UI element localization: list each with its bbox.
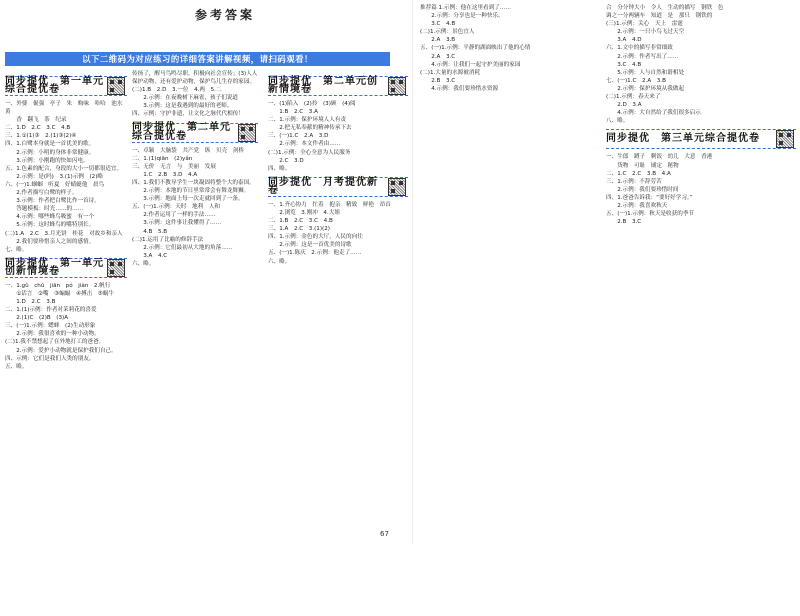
answer-line: 3.C 4.B	[606, 61, 642, 68]
answer-line: 推荐篇 1.示例：他在这里看到了……	[420, 5, 512, 11]
answer-line: 2.示例：一只小鸟飞过天空	[606, 29, 685, 36]
answer-line: 2.示例：保护环境从我做起	[606, 85, 685, 92]
answer-line: 2.示例：作者写出了……	[606, 53, 679, 60]
answer-line: (二)1.我不禁想起了在外地打工的爸爸。	[5, 339, 105, 346]
answer-line: 一、(1)陷入 (2)拎 (3)顾 (4)阅	[268, 101, 356, 107]
answer-line: 3.示例：作者把白鹭比作一首诗。	[5, 198, 100, 205]
answer-line: 货物 可耻 铺定 秘物	[606, 162, 679, 169]
answer-line: 一、外婆 倔强 亭子 朱 购味 哈哈 池水 黄	[5, 101, 129, 116]
answer-line: 2.(1)C (2)B (3)A	[5, 315, 69, 322]
column-3	[420, 4, 600, 548]
section-header	[606, 129, 796, 149]
answer-line: 四、示例：守护非遗，让文化之脉代代相传！	[132, 111, 244, 118]
answer-line: (二)1.A 2.C 3.月光饼 桂花 对故乡和亲人	[5, 230, 123, 237]
answer-line: 六、1.文中的描写非常细致	[606, 45, 673, 52]
section-header	[268, 177, 408, 197]
answer-list	[606, 153, 796, 226]
qr-code-block[interactable]	[388, 77, 406, 95]
answer-line: 4.示例：我们要珍惜水资源	[420, 85, 499, 92]
qr-code-icon[interactable]	[388, 77, 406, 95]
answer-line: 七、(一)1.C 2.A 3.B	[606, 77, 666, 84]
page-number-text: 67	[380, 530, 389, 538]
qr-code-block[interactable]	[238, 124, 256, 142]
answer-line: 4.B 5.B	[132, 228, 168, 235]
answer-list	[132, 70, 258, 119]
answer-line: 六、略。	[268, 258, 291, 265]
answer-line: 五、1.色素的配合，身段的大小一切都很适宜。	[5, 165, 123, 172]
answer-line: 四、略。	[268, 165, 291, 172]
answer-line: 一、牛郎 蹲子 剩饭 幼儿 大意 香港	[606, 154, 713, 161]
answer-line: 3.示例：小刚跑的快如闪电。	[5, 157, 89, 164]
answer-line: 七、略。	[5, 246, 28, 253]
page-title	[195, 4, 277, 24]
answer-line: 2.示例：是(吗) 3.(1)示例 (2)略	[5, 173, 104, 180]
answer-line: 一、1.ɡǔ chǔ jiān pó jiàn 2.帆行	[5, 282, 111, 289]
section-title: 同步提优 第二单元创新情境卷	[268, 75, 378, 95]
answer-list	[268, 201, 408, 266]
answer-line: 六、略。	[132, 260, 155, 267]
answer-line: 2.示例：小明的身体非常健康。	[5, 149, 95, 156]
answer-list	[5, 100, 127, 254]
page-number	[380, 530, 389, 538]
answer-line: (二)1.示例：春天来了	[606, 94, 661, 101]
answer-line: 3.A 4.C	[132, 252, 168, 259]
section-header	[5, 76, 127, 96]
answer-line: 香 翻飞 茶 纪录	[5, 117, 67, 124]
section-title: 同步提优 月考提优新卷	[268, 176, 378, 196]
answer-line: 2.B 3.C	[606, 219, 642, 226]
qr-code-block[interactable]	[107, 259, 125, 277]
qr-code-icon[interactable]	[388, 178, 406, 196]
answer-line: 2.示例：分享也是一种快乐。	[420, 13, 504, 20]
qr-code-icon[interactable]	[107, 77, 125, 95]
qr-code-block[interactable]	[107, 77, 125, 95]
column-divider	[412, 0, 413, 544]
answer-line: 2.示例：本地的节日里常常会有舞龙舞狮。	[132, 188, 250, 195]
answer-list	[268, 100, 408, 173]
answer-line: 2.示例：它们最初从大地的角落……	[132, 244, 233, 251]
answer-line: 三、1.示例：不辞劳苦	[606, 178, 662, 185]
answer-line: 2.示例：我喜欢秋天	[606, 202, 668, 209]
qr-code-icon[interactable]	[238, 124, 256, 142]
section-header	[268, 76, 408, 96]
answer-line: 4.示例：让我们一起守护美丽的家园	[420, 61, 521, 68]
answer-line: 2.示例：我们要珍惜时间	[606, 186, 679, 193]
section-title: 同步提优 第三单元综合提优卷	[606, 133, 760, 145]
answer-line: 2.示例：我很喜欢的一种小动物。	[5, 331, 100, 338]
column-1	[5, 72, 127, 616]
answer-line: 调之一分两辆车 知道 是 那只 钢铁的	[606, 13, 713, 20]
answer-line: 1.C 2.B 3.D 4.A	[132, 171, 198, 178]
answer-line: 四、1.我们不教导学生一块凝固将整个大的泰国。	[132, 179, 255, 186]
answer-line: 一、卓颖 大脑袋 共产党 纵 贝壳 剑桥	[132, 147, 244, 154]
answer-line: 3.示例：这件事让我懂得了……	[132, 220, 222, 227]
answer-line: 3.示例：这是我遇到的最好的老师。	[132, 103, 233, 110]
answer-line: 2.C 3.D	[268, 157, 304, 164]
section-title: 同步提优 第二单元综合提优卷	[132, 122, 231, 142]
answer-line: 5.示例：这时蜂鸟的嘴特别长。	[5, 222, 95, 229]
answer-line: 3.C 4.B	[420, 21, 456, 28]
answer-line: 二、1.示例：保护环境人人有责	[268, 117, 347, 124]
answer-line: 三、1.①(1)③ 2.(1)③(2)④	[5, 133, 77, 140]
answer-line: 四、示例：它们是我们人类的朋友。	[5, 355, 95, 362]
answer-line: 3.示例：地面上每一次走就回到了一条。	[132, 196, 244, 203]
answer-line: 2.示例：在夜晚树下麻雀，孩子们说道	[132, 95, 239, 102]
answer-line: 2.A 3.C	[420, 53, 456, 60]
answer-line: 2.D 3.A	[606, 102, 642, 109]
section-title: 同步提优 第一单元综合提优卷	[5, 75, 104, 95]
answer-line: (二)1.示例：景色宜人	[420, 29, 475, 36]
answer-line: 四、1.爸爸告诉我：“要好好学习。”	[606, 194, 693, 201]
answer-line: 2.A 3.B	[420, 37, 456, 44]
answer-line: 1.B 2.C 3.A	[268, 109, 318, 116]
answer-line: 三、1.A 2.C 3.(1)(2)	[268, 226, 330, 233]
qr-code-block[interactable]	[388, 178, 406, 196]
answer-line: 二、1.(1)示例：作者对茉莉花的喜爱	[5, 307, 97, 314]
answer-line: 1.D 2.C 3.B	[5, 298, 56, 305]
answer-line: 八、略。	[606, 118, 629, 125]
answer-line: 五、(一)1.陈庆 2.示例：他走了……	[268, 250, 362, 257]
column-2	[132, 70, 258, 614]
answer-line: 3.A 4.D	[606, 37, 642, 44]
answer-line: 五、略。	[5, 363, 28, 370]
page-title-text: 参考答案	[195, 8, 256, 22]
answer-line: 二、1.B 2.C 3.C 4.B	[268, 218, 333, 225]
answer-line: 四、1.示例：金色的大厅，人民的向往	[268, 234, 363, 241]
answer-line: 保护动物，还有爱护动物，保护鸟儿生存的家园。	[132, 79, 256, 86]
section-title: 同步提优 第一单元创新情境卷	[5, 257, 104, 277]
answer-line: 一、1.齐心协力 忙着 抱亲 精致 鲜艳 昂首	[268, 201, 391, 208]
answer-line: 2.B 3.C	[420, 77, 456, 84]
answer-line: 传扬了，醒马鸟鸣尽职，积极向社会宣传；(3)人人	[132, 71, 258, 77]
answer-line: 2.把无私奉献的精神传承下去	[268, 125, 352, 132]
answer-line: (二)1.B 2.D 3.一位 4.两 5.二	[132, 87, 222, 94]
answer-line: (三)1.示例：关心 天上 雷霆	[606, 21, 683, 28]
qr-code-block[interactable]	[776, 130, 794, 148]
answer-line: 2.示例：爱护小动物就是保护我们自己。	[5, 347, 117, 354]
answer-line: 二、1.D 2.C 3.C 4.B	[5, 125, 71, 132]
answer-line: 五、(一)1.示例：秋天是收获的季节	[606, 211, 695, 218]
qr-code-icon[interactable]	[107, 259, 125, 277]
answer-line: 答题模板：时光……的……	[5, 206, 84, 213]
answer-line: 4.示例：哪些蜂鸟吸蜜 有一个	[5, 214, 95, 221]
section-header	[5, 258, 127, 278]
answer-line: 二、1.(1)qiān (2)yǎn	[132, 155, 193, 162]
answer-line: 2.作者运用了一样的手法……	[132, 212, 216, 219]
section-header	[132, 123, 258, 143]
answer-line: 五、(一)1.示例：天时 地利 人和	[132, 204, 221, 211]
answer-line: 合 分分钟大小 令人 生动的描写 钢铁 色	[606, 5, 724, 11]
answer-line: 2.浏览 3.刚冲 4.大姐	[268, 209, 340, 216]
answer-line: 2.示例：本文作者由……	[268, 141, 341, 148]
answer-line: 三、(一)1.C 2.A 3.D	[268, 133, 329, 140]
answer-line: 2.我们要珍惜亲人之间的感情。	[5, 238, 95, 245]
answer-line: 三、(一)1.示例：蟋蟀 (2)生动形象	[5, 323, 96, 330]
answer-line: 2.作者描写白鹭的样子。	[5, 190, 78, 197]
answer-line: 二、1.C 2.C 3.B 4.A	[606, 170, 671, 177]
instruction-banner	[5, 52, 390, 66]
answer-list	[420, 4, 600, 93]
answer-list	[5, 282, 127, 371]
answer-line: (二)1.大量的水源被消耗	[420, 69, 481, 76]
answer-line: ①话言 ②嘴 ③蝙蝠 ④搏击 ⑤蜗牛	[5, 290, 114, 297]
answer-line: (二)1.示例：全心全意为人民服务	[268, 149, 351, 156]
answer-list	[606, 4, 796, 125]
answer-line: 4.示例：大自然给了我们很多启示	[606, 110, 701, 117]
answer-line: 四、1.白鹭本身就是一首优美的歌。	[5, 141, 95, 148]
answer-line: 五、(一)1.示例：平静的湖面映出了他的心情	[420, 45, 531, 52]
banner-text: 以下二维码为对应练习的详细答案讲解视频，请扫码观看！	[82, 54, 313, 64]
answer-line: 5.示例：人与自然和谐相处	[606, 69, 685, 76]
qr-code-icon[interactable]	[776, 130, 794, 148]
answer-line: 六、(一)1.蝈蝈 听夏 好蜻蜓他 晨鸟	[5, 181, 105, 188]
column-4	[606, 4, 796, 548]
answer-list	[132, 147, 258, 268]
answer-line: (二)1.运用了比喻的修辞手法	[132, 236, 204, 243]
answer-line: 2.示例：这是一首优美的诗歌	[268, 242, 352, 249]
answer-line: 三、无价 无言 与 美丽 发展	[132, 163, 216, 170]
